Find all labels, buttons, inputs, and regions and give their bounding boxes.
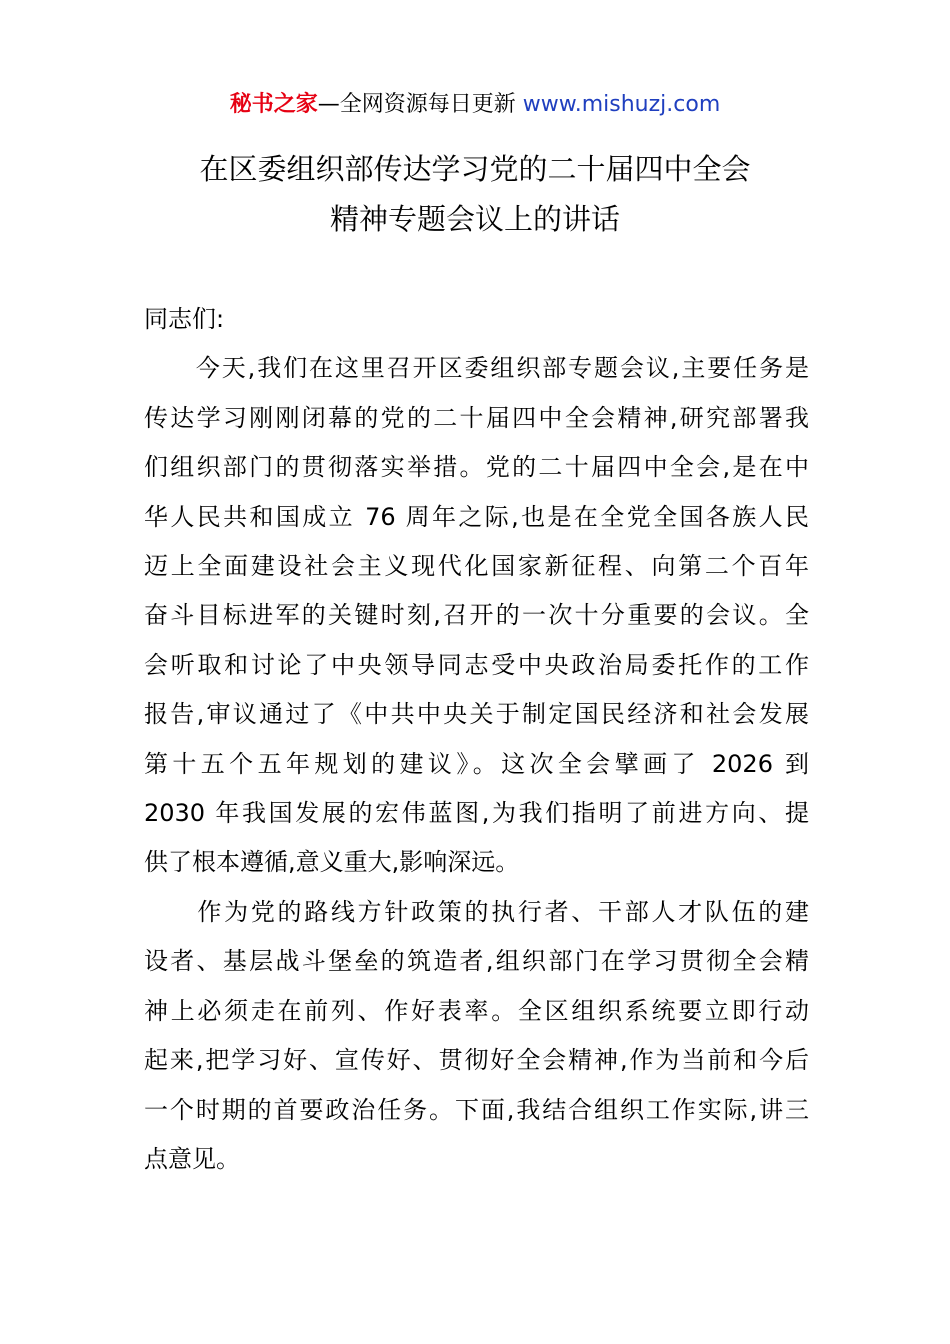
paragraph-line: 迈上全面建设社会主义现代化国家新征程、向第二个百年 [144, 552, 809, 581]
paragraph-line: 起来,把学习好、宣传好、贯彻好全会精神,作为当前和今后 [144, 1046, 809, 1075]
paragraph-line: 今天,我们在这里召开区委组织部专题会议,主要任务是 [144, 354, 809, 383]
paragraph-line: 传达学习刚刚闭幕的党的二十届四中全会精神,研究部署我 [144, 403, 809, 432]
brand-name: 秘书之家 [229, 92, 318, 117]
paragraph-line: 点意见。 [144, 1144, 240, 1173]
paragraph-line: 们组织部门的贯彻落实举措。党的二十届四中全会,是在中 [144, 453, 809, 482]
site-url-link[interactable]: www.mishuzj.com [522, 92, 721, 117]
paragraph-1 [144, 344, 809, 887]
paragraph-line: 2030 年我国发展的宏伟蓝图,为我们指明了前进方向、提 [144, 799, 809, 828]
salutation: 同志们: [144, 305, 225, 333]
paragraph-line: 一个时期的首要政治任务。下面,我结合组织工作实际,讲三 [144, 1095, 809, 1124]
site-header [0, 88, 950, 122]
paragraph-line: 华人民共和国成立 76 周年之际,也是在全党全国各族人民 [144, 502, 809, 531]
paragraph-line: 供了根本遵循,意义重大,影响深远。 [144, 848, 520, 877]
paragraph-line: 报告,审议通过了《中共中央关于制定国民经济和社会发展 [144, 700, 809, 729]
paragraph-line: 会听取和讨论了中央领导同志受中央政治局委托作的工作 [144, 650, 809, 679]
paragraph-line: 神上必须走在前列、作好表率。全区组织系统要立即行动 [144, 996, 809, 1025]
document-body [144, 295, 809, 1184]
header-tagline: —全网资源每日更新 [317, 92, 523, 117]
paragraph-line: 第十五个五年规划的建议》。这次全会擘画了 2026 到 [144, 749, 809, 778]
paragraph-line: 作为党的路线方针政策的执行者、干部人才队伍的建 [144, 897, 809, 926]
paragraph-line: 奋斗目标进军的关键时刻,召开的一次十分重要的会议。全 [144, 601, 809, 630]
paragraph-line: 设者、基层战斗堡垒的筑造者,组织部门在学习贯彻全会精 [144, 947, 809, 976]
title-line-2: 精神专题会议上的讲话 [329, 202, 620, 236]
title-line-1: 在区委组织部传达学习党的二十届四中全会 [199, 152, 751, 186]
document-title [0, 144, 950, 244]
paragraph-2 [144, 888, 809, 1184]
